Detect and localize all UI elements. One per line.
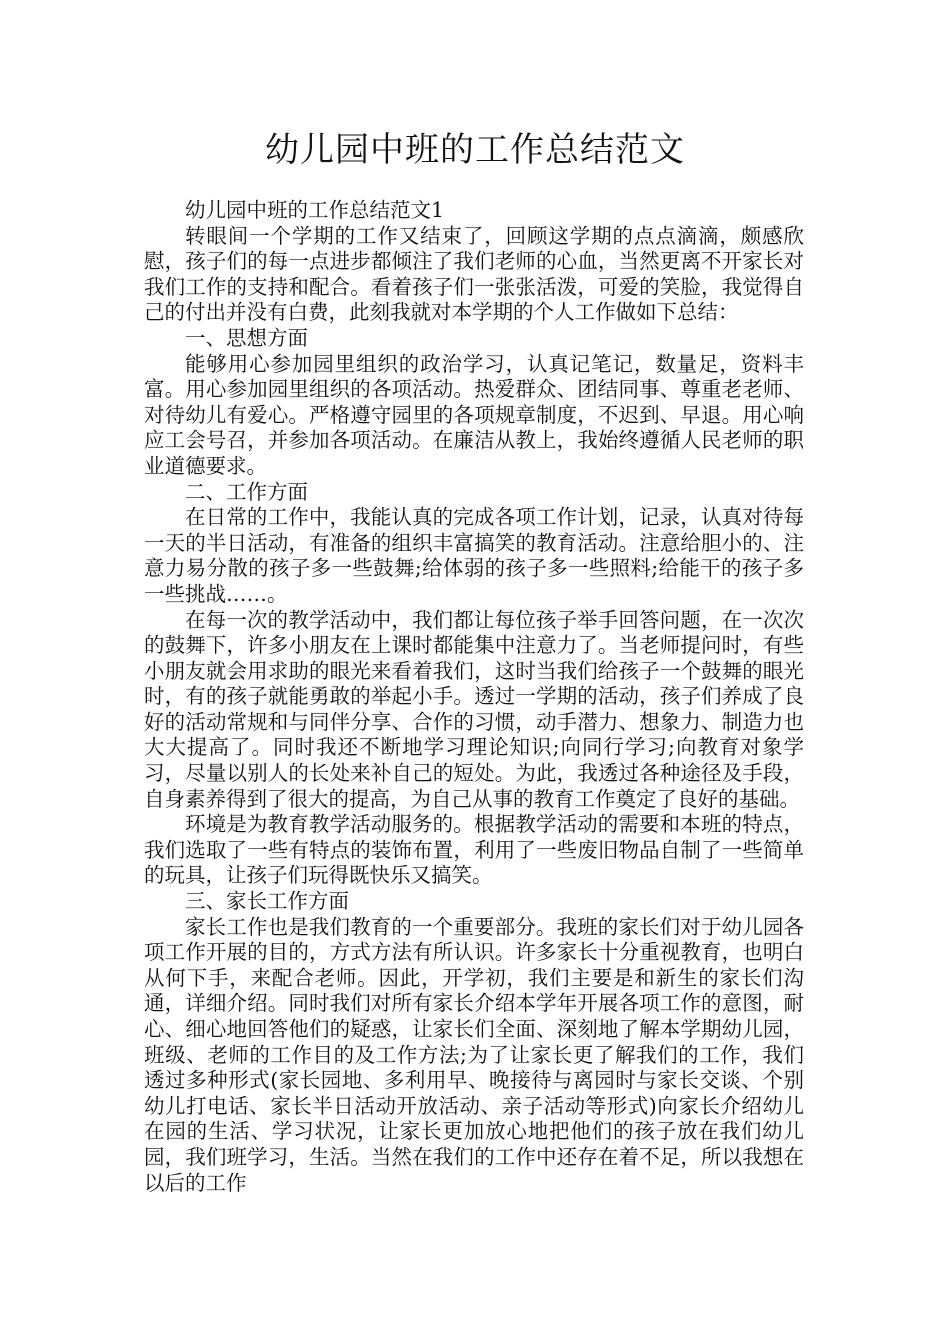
subtitle-paragraph: 幼儿园中班的工作总结范文1 bbox=[185, 198, 445, 222]
section-heading-work: 二、工作方面 bbox=[185, 479, 308, 504]
section-heading-parents: 三、家长工作方面 bbox=[185, 889, 349, 914]
work-paragraph-3: 环境是为教育教学活动服务的。根据教学活动的需要和本班的特点，我们选取了一些有特点的装饰布置，利用了一些废旧物品自制了一些简单的玩具，让孩子们玩得既快乐又搞笑。 bbox=[144, 812, 804, 888]
thought-paragraph: 能够用心参加园里组织的政治学习，认真记笔记，数量足，资料丰富。用心参加园里组织的各项活动。热爱群众、团结同事、尊重老老师、对待幼儿有爱心。严格遵守园里的各项规章制度，不迟到、早退。用心响应工会号召，并参加各项活动。在廉洁从教上，我始终遵循人民老师的职业道德要求。 bbox=[144, 351, 804, 478]
document-title: 幼儿园中班的工作总结范文 bbox=[265, 130, 685, 170]
document-body bbox=[144, 198, 804, 1196]
work-paragraph-2: 在每一次的教学活动中，我们都让每位孩子举手回答问题，在一次次的鼓舞下，许多小朋友在上课时都能集中注意力了。当老师提问时，有些小朋友就会用求助的眼光来看着我们，这时当我们给孩子一个鼓舞的眼光时，有的孩子就能勇敢的举起小手。透过一学期的活动，孩子们养成了良好的活动常规和与同伴分享、合作的习惯，动手潜力、想象力、制造力也大大提高了。同时我还不断地学习理论知识;向同行学习;向教育对象学习，尽量以别人的长处来补自己的短处。为此，我透过各种途径及手段，自身素养得到了很大的提高，为自己从事的教育工作奠定了良好的基础。 bbox=[144, 607, 804, 811]
parents-paragraph: 家长工作也是我们教育的一个重要部分。我班的家长们对于幼儿园各项工作开展的目的，方式方法有所认识。许多家长十分重视教育，也明白从何下手，来配合老师。因此，开学初，我们主要是和新生的家长们沟通，详细介绍。同时我们对所有家长介绍本学年开展各项工作的意图，耐心、细心地回答他们的疑惑，让家长们全面、深刻地了解本学期幼儿园，班级、老师的工作目的及工作方法;为了让家长更了解我们的工作，我们透过多种形式(家长园地、多利用早、晚接待与离园时与家长交谈、个别幼儿打电话、家长半日活动开放活动、亲子活动等形式)向家长介绍幼儿在园的生活、学习状况，让家长更加放心地把他们的孩子放在我们幼儿园，我们班学习，生活。当然在我们的工作中还存在着不足，所以我想在以后的工作 bbox=[144, 914, 804, 1195]
work-paragraph-1: 在日常的工作中，我能认真的完成各项工作计划，记录，认真对待每一天的半日活动，有准备的组织丰富搞笑的教育活动。注意给胆小的、注意力易分散的孩子多一些鼓舞;给体弱的孩子多一些照料;给能干的孩子多一些挑战……。 bbox=[144, 505, 804, 606]
section-heading-thought: 一、思想方面 bbox=[185, 325, 308, 350]
intro-paragraph: 转眼间一个学期的工作又结束了，回顾这学期的点点滴滴，颇感欣慰，孩子们的每一点进步都倾注了我们老师的心血，当然更离不开家长对我们工作的支持和配合。看着孩子们一张张活泼，可爱的笑脸，我觉得自己的付出并没有白费，此刻我就对本学期的个人工作做如下总结： bbox=[144, 223, 804, 325]
